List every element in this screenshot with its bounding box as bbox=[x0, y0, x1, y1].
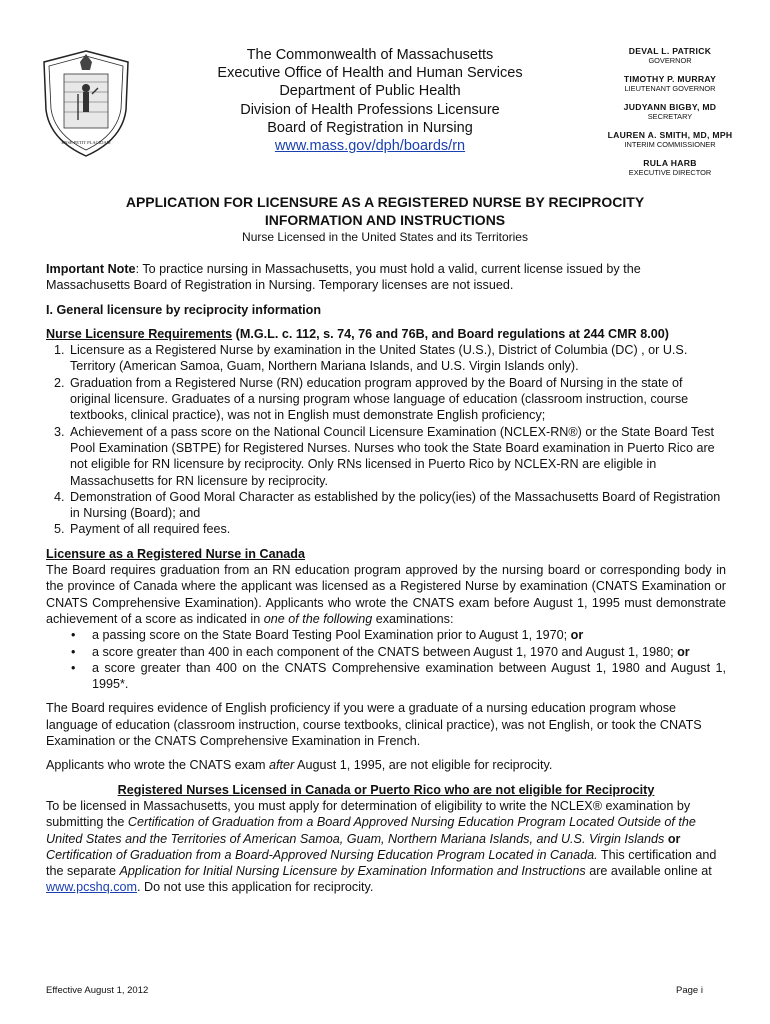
section-heading: I. General licensure by reciprocity information bbox=[46, 302, 322, 317]
official-title: GOVERNOR bbox=[648, 56, 692, 65]
requirements-title: Nurse Licensure Requirements bbox=[46, 326, 233, 341]
official-title: EXECUTIVE DIRECTOR bbox=[628, 168, 712, 177]
requirements-list bbox=[46, 342, 726, 538]
list-item: 4. Demonstration of Good Moral Character as established by the policy(ies) of the Massachusetts Board of Registration in Nursing (Board); and bbox=[68, 489, 726, 522]
canada-heading: Licensure as a Registered Nurse in Canada bbox=[46, 546, 305, 561]
official-name: TIMOTHY P. MURRAY bbox=[623, 74, 717, 84]
official-entry bbox=[590, 74, 750, 93]
official-title: INTERIM COMMISSIONER bbox=[624, 140, 716, 149]
cnats-score-list bbox=[46, 627, 726, 692]
massachusetts-seal-icon bbox=[40, 48, 132, 160]
list-item: 5. Payment of all required fees. bbox=[68, 521, 726, 537]
requirements-heading bbox=[46, 326, 726, 342]
official-entry bbox=[590, 130, 750, 149]
effective-date: Effective August 1, 2012 bbox=[46, 985, 149, 996]
requirements-reference: (M.G.L. c. 112, s. 74, 76 and 76B, and Board regulations at 244 CMR 8.00) bbox=[232, 326, 669, 341]
canada-text-end: examinations: bbox=[372, 611, 454, 626]
official-entry bbox=[590, 46, 750, 65]
document-title: APPLICATION FOR LICENSURE AS A REGISTERED NURSE BY RECIPROCITY bbox=[125, 194, 645, 210]
list-item: 2. Graduation from a Registered Nurse (RN) education program approved by the Board of Nursing in the state of original licensure. Graduates of a nursing program whose language of education (classroom instruction, course textbooks, clinical practice), was not in English must demonstrate English proficiency; bbox=[68, 375, 726, 424]
document-subheading: INFORMATION AND INSTRUCTIONS bbox=[264, 212, 506, 228]
official-entry bbox=[590, 102, 750, 121]
header-line-5: Board of Registration in Nursing bbox=[267, 119, 473, 136]
important-note-label: Important Note bbox=[46, 262, 136, 276]
canada-emphasis: one of the following bbox=[263, 611, 373, 626]
letterhead bbox=[170, 46, 570, 155]
after-1995-paragraph: Applicants who wrote the CNATS exam after August 1, 1995, are not eligible for reciprocity. bbox=[46, 758, 553, 773]
official-title: SECRETARY bbox=[647, 112, 693, 121]
english-proficiency-paragraph: The Board requires evidence of English proficiency if you were a graduate of a nursing education program whose language of education (classroom instruction, course textbooks, clinical practice), was not English, or took the CNATS Examination or the CNATS Comprehensive Examination in French. bbox=[46, 701, 702, 749]
header-line-1: The Commonwealth of Massachusetts bbox=[246, 47, 494, 63]
official-name: DEVAL L. PATRICK bbox=[628, 46, 712, 56]
important-note-text: : To practice nursing in Massachusetts, you must hold a valid, current license issued by the Massachusetts Board of Registration in Nursing. Temporary licenses are not issued. bbox=[46, 262, 641, 293]
header-line-4: Division of Health Professions Licensure bbox=[240, 101, 500, 118]
official-name: JUDYANN BIGBY, MD bbox=[623, 102, 717, 112]
svg-text:ENSE PETIT PLACIDAM: ENSE PETIT PLACIDAM bbox=[61, 140, 111, 145]
header-line-3: Department of Public Health bbox=[279, 83, 461, 100]
list-item: • a passing score on the State Board Testing Pool Examination prior to August 1, 1970; or bbox=[92, 627, 726, 643]
not-eligible-paragraph: To be licensed in Massachusetts, you must apply for determination of eligibility to write the NCLEX® examination by submitting the Certification of Graduation from a Board Approved Nursing Education Program Located Outside of the United States and the Territories of American Samoa, Guam, Northern Mariana Islands, and U.S. Virgin Islands or Certification of Graduation from a Board-Approved Nursing Education Program Located in Canada. This certification and the separate Application for Initial Nursing Licensure by Examination Information and Instructions are available online at www.pcshq.com. Do not use this application for reciprocity. bbox=[46, 798, 717, 895]
board-website-link[interactable]: www.mass.gov/dph/boards/rn bbox=[274, 138, 466, 155]
official-entry bbox=[590, 158, 750, 177]
not-eligible-heading: Registered Nurses Licensed in Canada or Puerto Rico who are not eligible for Reciprocity bbox=[117, 782, 655, 797]
page-number: Page i bbox=[676, 985, 703, 996]
official-title: LIEUTENANT GOVERNOR bbox=[624, 84, 716, 93]
list-item: 1. Licensure as a Registered Nurse by examination in the United States (U.S.), District of Columbia (DC) , or U.S. Territory (American Samoa, Guam, Northern Mariana Islands, and U.S. Virgin Islands only). bbox=[68, 342, 726, 375]
canada-text: The Board requires graduation from an RN education program approved by the nursing board or corresponding body in the province of Canada where the applicant was licensed as a Registered Nurse by examination (CNATS Examination or CNATS Comprehensive Examination). Applicants who wrote the CNATS exam before August 1, 1995 must demonstrate achievement of a score as indicated in bbox=[46, 563, 726, 626]
document-body bbox=[46, 261, 726, 896]
pcshq-link[interactable]: www.pcshq.com bbox=[46, 880, 137, 895]
official-name: LAUREN A. SMITH, MD, MPH bbox=[607, 130, 733, 140]
document-subtitle: Nurse Licensed in the United States and its Territories bbox=[242, 230, 528, 244]
list-item: • a score greater than 400 on the CNATS Comprehensive examination between August 1, 1980 and August 1, 1995*. bbox=[92, 660, 726, 693]
header-line-2: Executive Office of Health and Human Services bbox=[217, 65, 523, 82]
important-note bbox=[46, 261, 726, 294]
officials-list bbox=[590, 46, 750, 186]
list-item: 3. Achievement of a pass score on the National Council Licensure Examination (NCLEX-RN®) or the State Board Test Pool Examination (SBTPE) for Registered Nurses. Nurses who took the State Board examination in Puerto Rico are not eligible for RN licensure by reciprocity. Only RNs licensed in Puerto Rico by NCLEX-RN are eligible in Massachusetts for RN licensure by reciprocity. bbox=[68, 424, 726, 489]
official-name: RULA HARB bbox=[643, 158, 697, 168]
canada-paragraph bbox=[46, 562, 726, 627]
list-item: • a score greater than 400 in each component of the CNATS between August 1, 1970 and August 1, 1980; or bbox=[92, 644, 726, 660]
